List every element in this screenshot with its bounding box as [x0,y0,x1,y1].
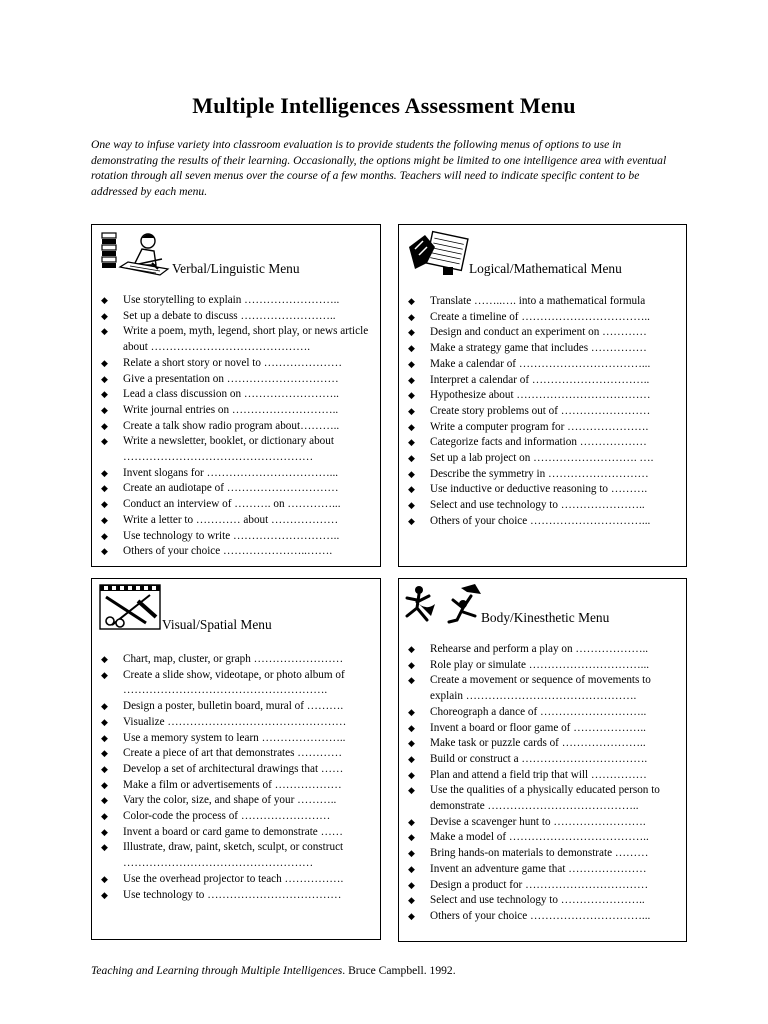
verbal-menu-item-text: Set up a debate to discuss …………………….. [123,309,336,322]
source-author-year: . Bruce Campbell. 1992. [342,964,456,977]
source-citation [91,964,456,977]
body-menu-item-text: Role play or simulate …………………………... [430,658,650,671]
intro-paragraph: One way to infuse variety into classroom evaluation is to provide students the following menus of options to use in demonstrating the results of their learning. Occasionally, the options might be limited to one intelligence area with eventual rotation through all seven menus over the course of a few months. Teachers will need to indicate specific content to be addressed by each menu. [91,138,667,198]
verbal-menu-item-text: Invent slogans for ……………………………... [123,466,339,479]
logical-menu-item-text: Use inductive or deductive reasoning to ………. [430,483,648,496]
bullet-diamond-icon: ◆ [408,421,415,432]
verbal-menu-item-text: Create an audiotape of ………………………… [123,482,339,495]
body-menu-item [399,846,686,862]
bullet-diamond-icon: ◆ [101,436,108,447]
logical-menu-item-text: Make a calendar of ……………………………... [430,357,651,370]
logical-menu-item [399,498,686,514]
bullet-diamond-icon: ◆ [408,327,415,338]
body-menu-item-text: Build or construct a ……………………………. [430,752,648,765]
verbal-menu-item [92,419,380,435]
logical-menu-item [399,435,686,451]
body-menu-item [399,642,686,658]
visual-menu-item [92,825,380,841]
bullet-diamond-icon: ◆ [101,795,108,806]
body-menu-item [399,673,686,704]
logical-mathematical-items [399,294,686,530]
bullet-diamond-icon: ◆ [101,295,108,305]
visual-menu-item [92,746,380,762]
logical-menu-item-text: Select and use technology to ………………….. [430,499,645,512]
logical-menu-item [399,373,686,389]
visual-menu-item [92,793,380,809]
body-menu-item [399,736,686,752]
logical-menu-item [399,467,686,483]
verbal-menu-item-text: Give a presentation on ………………………… [123,372,339,385]
visual-menu-item-text: Use the overhead projector to teach ……………. [123,872,344,885]
source-title: Teaching and Learning through Multiple Intelligences [91,964,343,977]
bullet-diamond-icon: ◆ [101,483,108,494]
verbal-menu-item [92,387,380,403]
verbal-menu-item [92,356,380,372]
bullet-diamond-icon: ◆ [101,748,108,759]
verbal-menu-item-text: Write a newsletter, booklet, or dictionary about …………………………………………… [123,435,334,464]
body-kinesthetic-menu-box [398,578,687,942]
bullet-diamond-icon: ◆ [101,326,108,337]
bullet-diamond-icon: ◆ [408,832,415,843]
bullet-diamond-icon: ◆ [101,420,108,431]
logical-menu-item-text: Create a timeline of …………………………….. [430,310,650,323]
verbal-menu-item [92,481,380,497]
logical-menu-item [399,514,686,530]
logical-menu-item [399,341,686,357]
bullet-diamond-icon: ◆ [408,675,415,686]
verbal-menu-item [92,372,380,388]
body-menu-item [399,768,686,784]
visual-spatial-heading: Visual/Spatial Menu [162,617,272,632]
logical-menu-item [399,388,686,404]
visual-menu-item-text: Visualize ………………………………………… [123,715,347,728]
logical-menu-item-text: Interpret a calendar of ………………………….. [430,373,650,386]
visual-menu-item [92,762,380,778]
logical-menu-item [399,325,686,341]
visual-spatial-menu-box [91,578,381,940]
body-menu-item-text: Others of your choice …………………………... [430,909,651,922]
logical-menu-item-text: Create story problems out of …………………… [430,404,651,417]
logical-menu-item [399,294,686,310]
verbal-menu-item-text: Create a talk show radio program about……….. [123,419,340,432]
bullet-diamond-icon: ◆ [408,343,415,354]
page-title: Multiple Intelligences Assessment Menu [192,93,576,118]
visual-menu-item [92,778,380,794]
bullet-diamond-icon: ◆ [101,811,108,822]
body-menu-item [399,815,686,831]
visual-menu-item [92,840,380,871]
verbal-menu-item [92,403,380,419]
logical-menu-item-text: Design and conduct an experiment on ………… [430,326,647,339]
verbal-menu-item [92,309,380,325]
verbal-menu-item-text: Write a letter to ………… about ……………… [123,513,339,526]
visual-menu-item-text: Develop a set of architectural drawings that …… [123,762,344,775]
logical-mathematical-heading: Logical/Mathematical Menu [469,261,622,276]
bullet-diamond-icon: ◆ [408,769,415,780]
logical-menu-item-text: Write a computer program for …………………. [430,420,649,433]
body-menu-item [399,830,686,846]
bullet-diamond-icon: ◆ [408,437,415,448]
verbal-menu-item [92,497,380,513]
bullet-diamond-icon: ◆ [101,716,108,727]
bullet-diamond-icon: ◆ [101,826,108,837]
bullet-diamond-icon: ◆ [408,484,415,495]
visual-menu-item-text: Illustrate, draw, paint, sketch, sculpt, or construct …………………………………………… [123,841,344,870]
bullet-diamond-icon: ◆ [101,701,108,712]
logical-menu-item [399,404,686,420]
body-menu-item-text: Invent a board or floor game of ……………….. [430,721,646,734]
body-menu-item-text: Create a movement or sequence of movements to explain ………………………………………. [430,674,651,703]
visual-menu-item [92,699,380,715]
logical-menu-item-text: Others of your choice …………………………... [430,514,651,527]
bullet-diamond-icon: ◆ [408,468,415,479]
bullet-diamond-icon: ◆ [101,357,108,368]
logical-menu-item-text: Hypothesize about ……………………………… [430,389,651,402]
verbal-linguistic-heading: Verbal/Linguistic Menu [172,261,300,276]
bullet-diamond-icon: ◆ [408,706,415,717]
dancers-icon [405,582,485,628]
visual-menu-item-text: Use technology to ……………………………… [123,888,342,901]
bullet-diamond-icon: ◆ [408,515,415,526]
logical-menu-item [399,310,686,326]
body-menu-item [399,893,686,909]
verbal-linguistic-items [92,293,380,560]
verbal-menu-item [92,324,380,355]
bullet-diamond-icon: ◆ [101,732,108,743]
visual-menu-item [92,872,380,888]
bullet-diamond-icon: ◆ [408,738,415,749]
visual-menu-item-text: Vary the color, size, and shape of your ……….. [123,794,337,807]
bullet-diamond-icon: ◆ [101,779,108,790]
bullet-diamond-icon: ◆ [408,659,415,670]
body-menu-item-text: Make a model of ……………………………….. [430,831,649,844]
body-menu-item [399,862,686,878]
bullet-diamond-icon: ◆ [101,310,108,321]
bullet-diamond-icon: ◆ [408,722,415,733]
body-menu-item [399,878,686,894]
body-kinesthetic-heading: Body/Kinesthetic Menu [481,610,610,625]
bullet-diamond-icon: ◆ [408,500,415,511]
verbal-menu-item [92,466,380,482]
logical-menu-item-text: Describe the symmetry in ……………………… [430,467,649,480]
bullet-diamond-icon: ◆ [101,763,108,774]
bullet-diamond-icon: ◆ [408,848,415,859]
logical-menu-item [399,482,686,498]
bullet-diamond-icon: ◆ [408,644,415,654]
verbal-menu-item [92,434,380,465]
body-menu-item [399,909,686,925]
bullet-diamond-icon: ◆ [408,296,415,306]
verbal-linguistic-menu-box [91,224,381,567]
verbal-menu-item-text: Conduct an interview of ………. on …………... [123,498,341,511]
logical-menu-item [399,420,686,436]
logical-mathematical-menu-box [398,224,687,567]
verbal-menu-item-text: Write a poem, myth, legend, short play, or news article about ……………………………………. [123,325,369,354]
visual-menu-item-text: Chart, map, cluster, or graph …………………… [123,653,344,665]
body-menu-item-text: Use the qualities of a physically educated person to demonstrate ………………………………….. [430,784,660,813]
visual-menu-item-text: Make a film or advertisements of ……………… [123,778,342,791]
bullet-diamond-icon: ◆ [101,669,108,680]
logical-menu-item-text: Make a strategy game that includes …………… [430,342,647,355]
bullet-diamond-icon: ◆ [408,910,415,921]
body-menu-item [399,752,686,768]
logical-menu-item [399,451,686,467]
bullet-diamond-icon: ◆ [408,753,415,764]
visual-menu-item-text: Design a poster, bulletin board, mural of ………. [123,700,344,713]
body-menu-item-text: Devise a scavenger hunt to ……………………. [430,815,646,828]
bullet-diamond-icon: ◆ [101,499,108,510]
bullet-diamond-icon: ◆ [408,374,415,385]
body-menu-item-text: Invent an adventure game that ………………… [430,862,647,875]
bullet-diamond-icon: ◆ [408,311,415,322]
verbal-menu-item-text: Others of your choice …………………..……. [123,545,333,558]
body-menu-item-text: Design a product for …………………………… [430,878,649,891]
bullet-diamond-icon: ◆ [408,785,415,796]
bullet-diamond-icon: ◆ [101,654,108,664]
logical-menu-item [399,357,686,373]
visual-menu-item-text: Create a piece of art that demonstrates ………… [123,747,343,760]
bullet-diamond-icon: ◆ [101,842,108,853]
body-menu-item [399,705,686,721]
visual-spatial-items [92,652,380,903]
body-menu-item-text: Choreograph a dance of ……………………….. [430,705,647,718]
body-menu-item-text: Bring hands-on materials to demonstrate ……… [430,847,649,860]
verbal-menu-item [92,513,380,529]
bullet-diamond-icon: ◆ [101,530,108,541]
visual-menu-item-text: Create a slide show, videotape, or photo album of ………………………………………………. [123,668,345,697]
bullet-diamond-icon: ◆ [101,404,108,415]
bullet-diamond-icon: ◆ [101,889,108,900]
bullet-diamond-icon: ◆ [408,453,415,464]
visual-menu-item [92,715,380,731]
bullet-diamond-icon: ◆ [408,895,415,906]
logical-menu-item-text: Set up a lab project on ………………………. …. [430,452,654,465]
visual-menu-item-text: Color-code the process of …………………… [123,810,331,823]
body-menu-item [399,721,686,737]
verbal-menu-item-text: Lead a class discussion on …………………….. [123,388,339,401]
verbal-menu-item [92,544,380,560]
bullet-diamond-icon: ◆ [408,405,415,416]
bullet-diamond-icon: ◆ [408,390,415,401]
bullet-diamond-icon: ◆ [408,879,415,890]
bullet-diamond-icon: ◆ [101,389,108,400]
bullet-diamond-icon: ◆ [408,358,415,369]
art-tools-icon [98,583,162,633]
bullet-diamond-icon: ◆ [408,816,415,827]
visual-menu-item-text: Invent a board or card game to demonstrate …… [123,825,343,838]
bullet-diamond-icon: ◆ [101,546,108,557]
verbal-menu-item-text: Use storytelling to explain …………………….. [123,294,340,306]
verbal-menu-item-text: Use technology to write ……………………….. [123,529,340,542]
bullet-diamond-icon: ◆ [408,863,415,874]
logical-menu-item-text: Translate ……..…. into a mathematical formula [430,295,646,307]
body-menu-item-text: Select and use technology to ………………….. [430,894,645,907]
visual-menu-item [92,652,380,668]
visual-menu-item [92,731,380,747]
body-menu-item [399,783,686,814]
verbal-menu-item [92,293,380,309]
body-kinesthetic-items [399,642,686,925]
verbal-menu-item [92,529,380,545]
body-menu-item-text: Plan and attend a field trip that will …………… [430,768,647,781]
bullet-diamond-icon: ◆ [101,873,108,884]
visual-menu-item-text: Use a memory system to learn ………………….. [123,731,346,744]
verbal-menu-item-text: Relate a short story or novel to ………………… [123,356,343,369]
visual-menu-item [92,888,380,904]
body-menu-item-text: Rehearse and perform a play on ……………….. [430,643,649,655]
calculator-hand-icon [405,229,469,279]
writing-person-icon [98,229,170,279]
logical-menu-item-text: Categorize facts and information ……………… [430,436,647,449]
bullet-diamond-icon: ◆ [101,467,108,478]
verbal-menu-item-text: Write journal entries on ……………………….. [123,403,339,416]
bullet-diamond-icon: ◆ [101,514,108,525]
body-menu-item-text: Make task or puzzle cards of ………………….. [430,737,646,750]
visual-menu-item [92,809,380,825]
body-menu-item [399,658,686,674]
bullet-diamond-icon: ◆ [101,373,108,384]
visual-menu-item [92,668,380,699]
